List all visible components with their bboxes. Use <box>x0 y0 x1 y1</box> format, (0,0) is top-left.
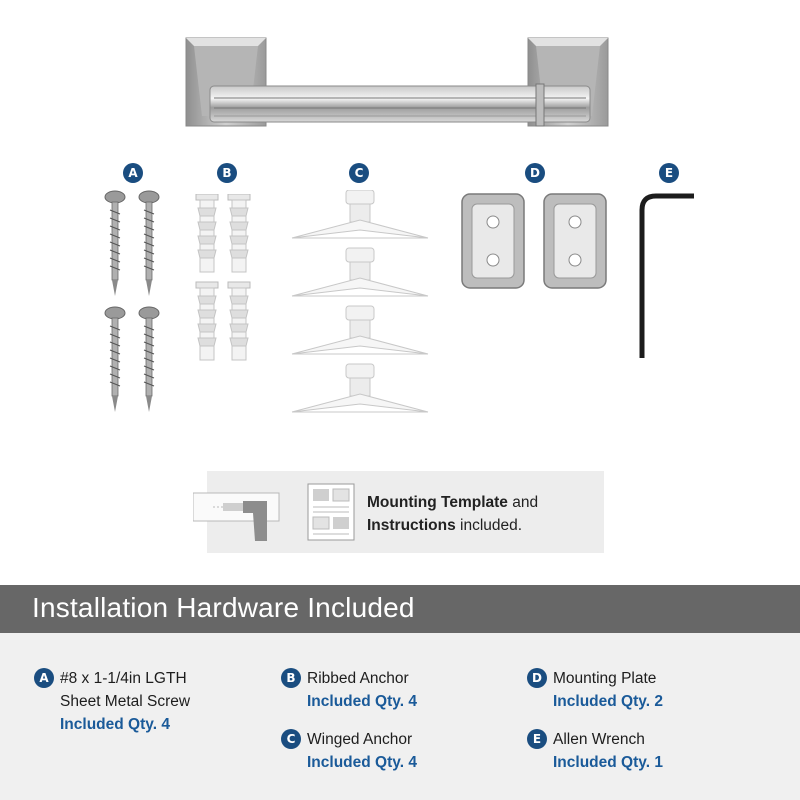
template-line1-rest: and <box>507 494 539 511</box>
badge-b: B <box>217 163 237 183</box>
legend-qty-d: Included Qty. 2 <box>553 693 663 710</box>
legend-item-d <box>532 667 663 713</box>
legend-item-a <box>39 667 191 736</box>
legend-qty-c: Included Qty. 4 <box>307 754 417 771</box>
badge-c: C <box>349 163 369 183</box>
legend-badge-d: D <box>527 668 547 688</box>
legend-name-d: Mounting Plate <box>553 670 657 687</box>
legend-name-a-line2: Sheet Metal Screw <box>60 693 191 710</box>
legend-item-b <box>286 667 417 713</box>
template-description <box>367 491 597 537</box>
drill-icon <box>193 487 293 543</box>
template-line2-bold: Instructions <box>367 517 456 534</box>
towel-bar-image <box>180 28 620 136</box>
instructions-document-icon <box>307 483 355 541</box>
template-line2-rest: included. <box>455 517 523 534</box>
legend-name-e: Allen Wrench <box>553 731 645 748</box>
ribbed-anchors-image <box>192 194 262 364</box>
allen-wrench-image <box>630 192 700 362</box>
legend-badge-b: B <box>281 668 301 688</box>
badge-e: E <box>659 163 679 183</box>
legend-qty-b: Included Qty. 4 <box>307 693 417 710</box>
legend-name-a-line1: #8 x 1-1/4in LGTH <box>60 670 187 687</box>
legend-item-c <box>286 728 417 774</box>
template-line1-bold: Mounting Template <box>367 494 508 511</box>
template-info-box <box>207 471 604 553</box>
winged-anchors-image <box>290 190 430 415</box>
legend-qty-a: Included Qty. 4 <box>60 716 170 733</box>
legend-name-b: Ribbed Anchor <box>307 670 409 687</box>
legend-badge-e: E <box>527 729 547 749</box>
section-banner <box>0 585 800 633</box>
hardware-legend <box>0 633 800 800</box>
mounting-plates-image <box>460 192 610 290</box>
screws-image <box>100 190 170 415</box>
banner-title: Installation Hardware Included <box>32 592 415 623</box>
legend-qty-e: Included Qty. 1 <box>553 754 663 771</box>
badge-a: A <box>123 163 143 183</box>
legend-item-e <box>532 728 663 774</box>
badge-d: D <box>525 163 545 183</box>
legend-badge-a: A <box>34 668 54 688</box>
legend-badge-c: C <box>281 729 301 749</box>
legend-name-c: Winged Anchor <box>307 731 413 748</box>
